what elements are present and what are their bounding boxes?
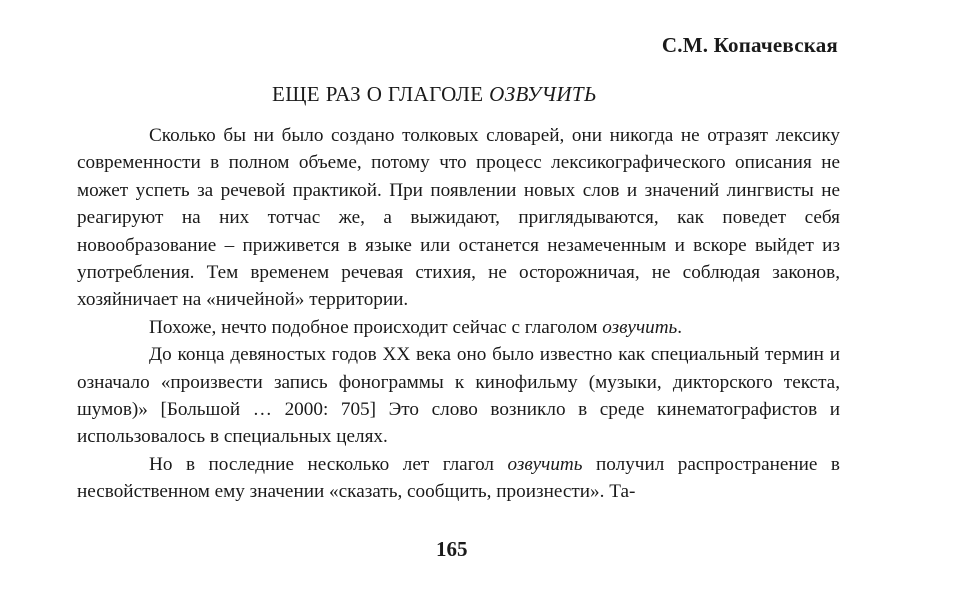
paragraph-3: До конца девяностых годов XX века оно было известно как специальный термин и означало «произвести запись фонограммы к кинофильму (музыки, дикторского текста, шумов)» [Большой … 2000: 705] Это слово возникло в среде кинематографистов и использовалось в специальных целях. — [77, 344, 840, 448]
paragraph-4-keyword: озвучить — [507, 453, 583, 475]
paragraph-4-end: получил распространение в несвойственном ему значении «сказать, сообщить, произнести». Та- — [77, 453, 840, 503]
title-prefix: ЕЩЕ РАЗ О ГЛАГОЛЕ — [272, 82, 490, 106]
author-name: С.М. Копачевская — [661, 33, 838, 57]
paragraph-1: Сколько бы ни было создано толковых словарей, они никогда не отразят лексику современности в полном объеме, потому что процесс лексикографического описания не может успеть за речевой практикой. При появлении новых слов и значений лингвисты не реагируют на них тотчас же, а выжидают, приглядываются, как поведет себя новообразование – приживется в языке или останется незамеченным и вскоре выйдет из употребления. Тем временем речевая стихия, не осторожничая, не соблюдая законов, хозяйничает на «ничейной» территории. — [77, 125, 840, 311]
paragraph-2-end: . — [677, 316, 683, 338]
title-keyword: ОЗВУЧИТЬ — [489, 82, 597, 106]
paragraph-2-keyword: озвучить — [602, 316, 678, 338]
page-number: 165 — [436, 537, 468, 561]
paragraph-2-text: Похоже, нечто подобное происходит сейчас с глаголом — [149, 316, 603, 338]
paragraph-4 — [77, 451, 840, 506]
paragraph-4-text: Но в последние несколько лет глагол — [149, 453, 508, 475]
article-title — [272, 82, 597, 107]
paragraph-2 — [77, 314, 840, 341]
article-body — [77, 122, 840, 506]
